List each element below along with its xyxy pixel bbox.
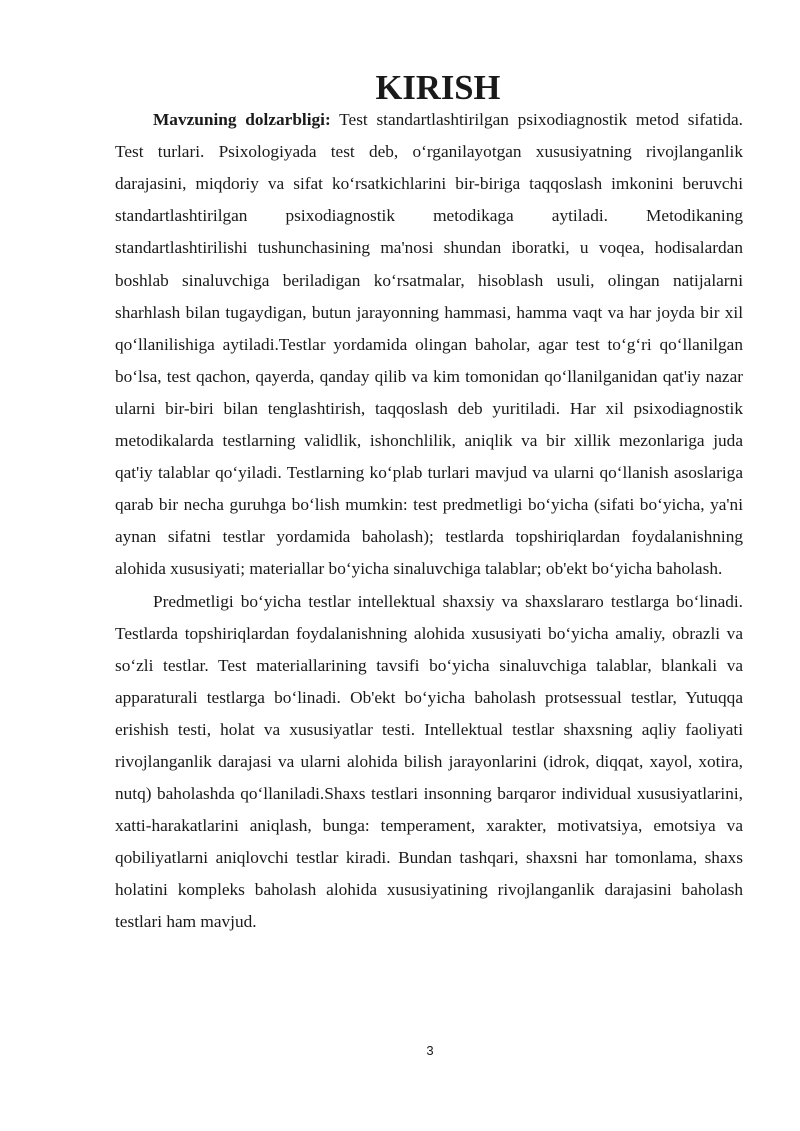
section-title: KIRISH [375, 69, 501, 107]
paragraph-relevance [115, 104, 743, 585]
page-number: 3 [426, 1043, 434, 1058]
paragraph-lead: Mavzuning dolzarbligi: [153, 110, 331, 130]
paragraph-text: Predmetligi bo‘yicha testlar intellektual shaxsiy va shaxslararo testlarga bo‘linadi. Testlarda topshiriqlardan foydalanishning alohida xususiyati bo‘yicha amaliy, obrazli va so‘zli testlar. Test materiallarining tavsifi bo‘yicha sinaluvchiga talablar, blankali va apparaturali testlarga bo‘linadi. Ob'ekt bo‘yicha baholash protsessual testlar, Yutuqqa erishish testi, holat va xususiyatlar testi. Intellektual testlar shaxsning aqliy faoliyati rivojlanganlik darajasi va ularni alohida bilish jarayonlarini (idrok, diqqat, xayol, xotira, nutq) baholashda qo‘llaniladi.Shaxs testlari insonning barqaror individual xususiyatlarini, xatti-harakatlarini aniqlash, bunga: temperament, xarakter, motivatsiya, emotsiya va qobiliyatlarni aniqlovchi testlar kiradi. Bundan tashqari, shaxsni har tomonlama, shaxs holatini kompleks baholash alohida xususiyatining rivojlanganlik darajasini baholash testlari ham mavjud. [115, 591, 743, 932]
paragraph-text: Test standartlashtirilgan psixodiagnostik metod sifatida. Test turlari. Psixologiyada test deb, o‘rganilayotgan xususiyatning rivojlanganlik darajasini, miqdoriy va sifat ko‘rsatkichlarini bir-biriga taqqoslash imkonini beruvchi standartlashtirilgan psixodiagnostik metodikaga aytiladi. Metodikaning standartlashtirilishi tushunchasining ma'nosi shundan iboratki, u voqea, hodisalardan boshlab sinaluvchiga beriladigan ko‘rsatmalar, hisoblash usuli, olingan natijalarni sharhlash bilan tugaydigan, butun jarayonning hammasi, hamma vaqt va har joyda bir xil qo‘llanilishiga aytiladi.Testlar yordamida olingan baholar, agar test to‘g‘ri qo‘llanilgan bo‘lsa, test qachon, qayerda, qanday qilib va kim tomonidan qo‘llanilganidan qat'iy nazar ularni bir-biri bilan tenglashtirish, taqqoslash deb yuritiladi. Har xil psixodiagnostik metodikalarda testlarning validlik, ishonchlilik, aniqlik va bir xillik mezonlariga juda qat'iy talablar qo‘yiladi. Testlarning ko‘plab turlari mavjud va ularni qo‘llanish asoslariga qarab bir necha guruhga bo‘lish mumkin: test predmetligi bo‘yicha (sifati bo‘yicha, ya'ni aynan sifatni testlar yordamida baholash); testlarda topshiriqlardan foydalanishning alohida xususiyati; materiallar bo‘yicha sinaluvchiga talablar; ob'ekt bo‘yicha baholash. [115, 110, 743, 579]
paragraph-test-types [115, 586, 743, 939]
page-content [115, 69, 743, 939]
